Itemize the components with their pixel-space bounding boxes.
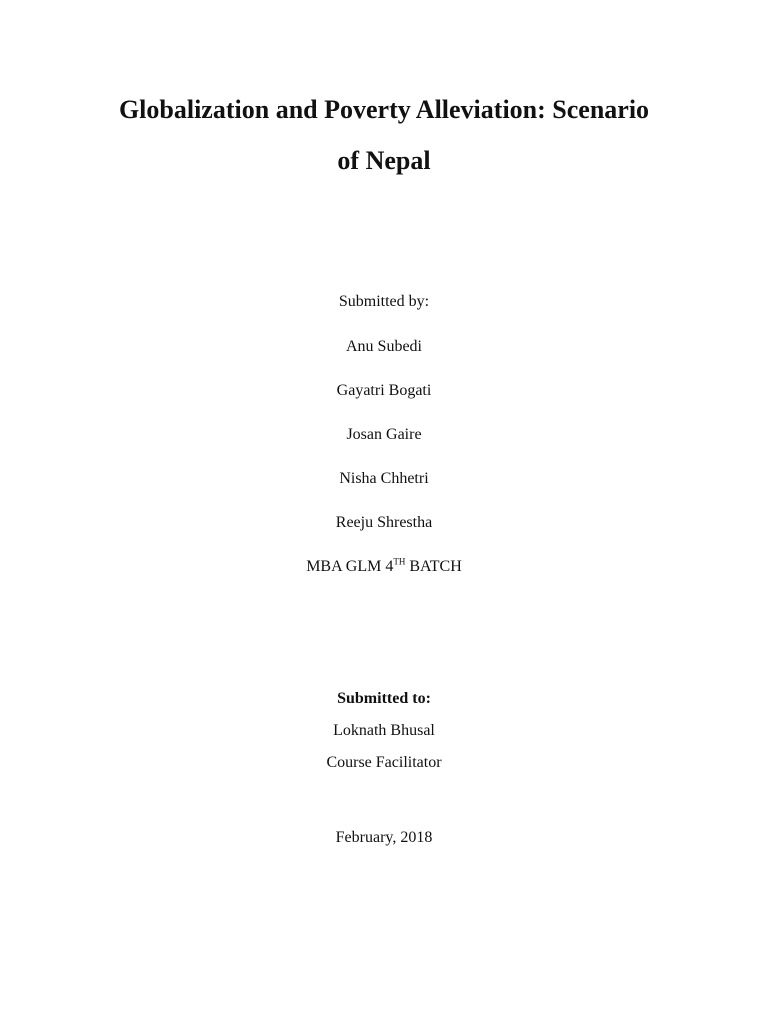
member-name: Reeju Shrestha bbox=[335, 514, 433, 531]
batch-line bbox=[0, 558, 768, 576]
submission-date: February, 2018 bbox=[335, 829, 433, 846]
title-line-2: of Nepal bbox=[337, 146, 431, 175]
member-name: Nisha Chhetri bbox=[339, 470, 429, 487]
submitted-to-label: Submitted to: bbox=[337, 690, 431, 707]
submitted-by-label: Submitted by: bbox=[338, 293, 430, 310]
member-name: Anu Subedi bbox=[346, 338, 422, 355]
batch-superscript: TH bbox=[393, 556, 406, 567]
title-line-1: Globalization and Poverty Alleviation: Scenario bbox=[118, 95, 650, 124]
facilitator-role: Course Facilitator bbox=[326, 754, 442, 771]
batch-prefix: MBA GLM 4 bbox=[306, 558, 394, 575]
facilitator-name: Loknath Bhusal bbox=[333, 722, 435, 739]
member-name: Josan Gaire bbox=[346, 426, 422, 443]
member-name: Gayatri Bogati bbox=[336, 382, 432, 399]
batch-suffix: BATCH bbox=[405, 558, 462, 575]
